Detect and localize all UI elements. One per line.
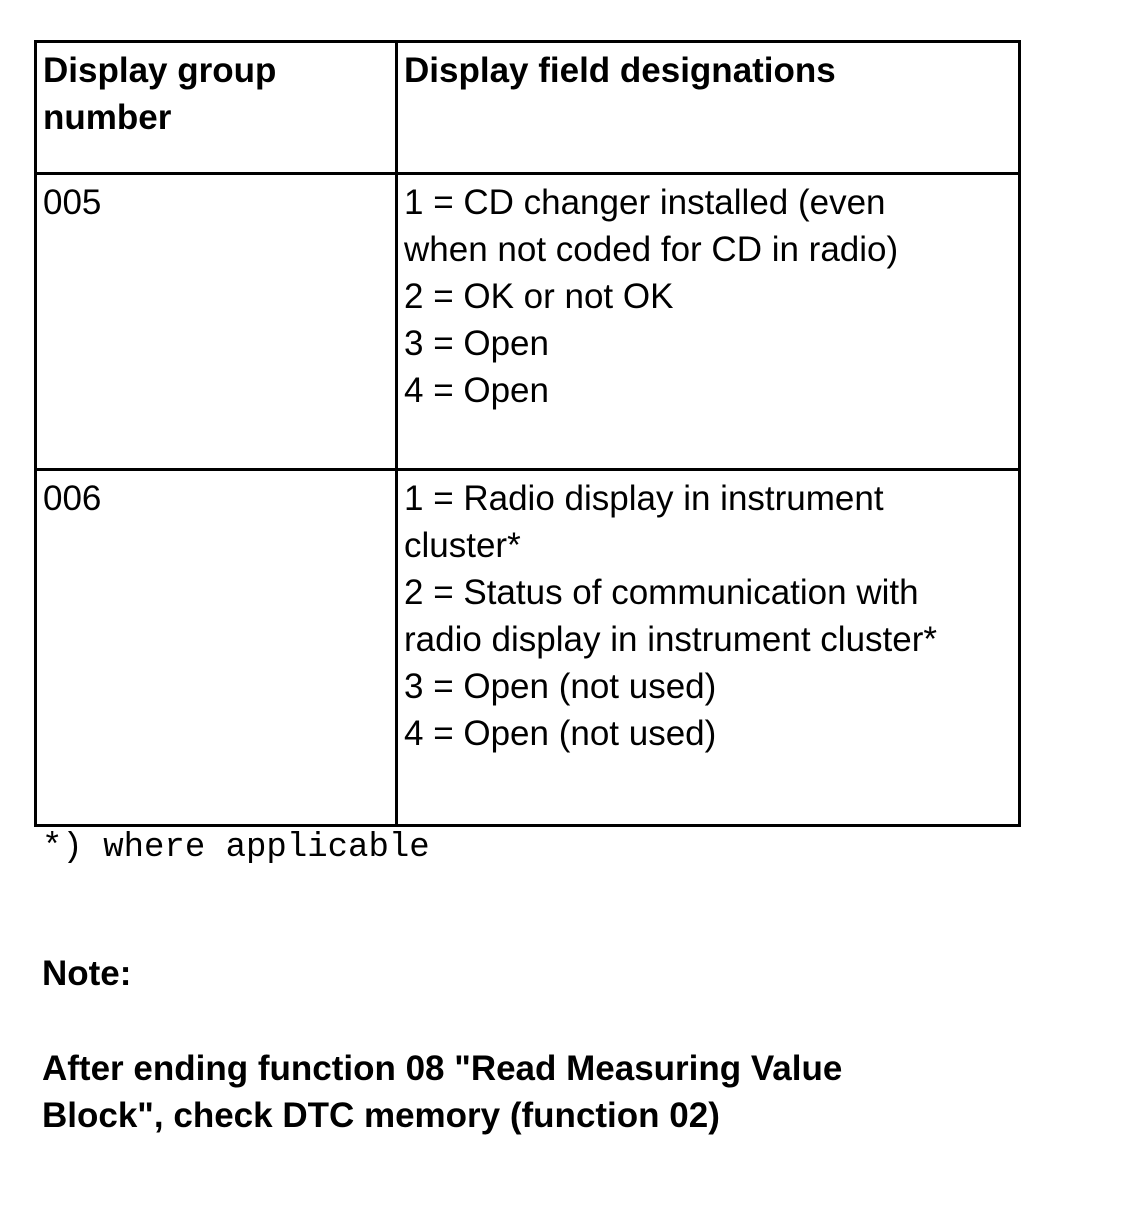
- table-row: [36, 174, 1020, 470]
- table-row: [36, 470, 1020, 826]
- header-display-group-number: [36, 42, 397, 174]
- designations-cell: [397, 470, 1020, 826]
- designations-cell: [397, 174, 1020, 470]
- designation-line: 2 = OK or not OK: [404, 277, 674, 316]
- footnote: *) where applicable: [42, 829, 430, 867]
- designation-line: 3 = Open (not used): [404, 667, 717, 706]
- group-number-cell: 006: [36, 470, 397, 826]
- designation-line: 3 = Open: [404, 324, 549, 363]
- designation-line: radio display in instrument cluster*: [404, 620, 938, 659]
- designation-line: 4 = Open (not used): [404, 714, 717, 753]
- note-line: After ending function 08 "Read Measuring Value: [42, 1049, 843, 1088]
- display-groups-table: [34, 40, 1021, 827]
- designation-line: 4 = Open: [404, 371, 549, 410]
- header-col1-line: number: [43, 98, 172, 137]
- group-number-cell: 005: [36, 174, 397, 470]
- designation-line: 1 = Radio display in instrument: [404, 479, 884, 518]
- designation-line: 1 = CD changer installed (even: [404, 183, 886, 222]
- note-line: Block", check DTC memory (function 02): [42, 1096, 720, 1135]
- designation-line: when not coded for CD in radio): [404, 230, 899, 269]
- designation-line: cluster*: [404, 526, 521, 565]
- designation-line: 2 = Status of communication with: [404, 573, 919, 612]
- table-header-row: [36, 42, 1020, 174]
- note-heading: Note:: [42, 954, 132, 993]
- header-display-field-designations: Display field designations: [397, 42, 1020, 174]
- header-col1-line: Display group: [43, 51, 277, 90]
- note-body: [42, 1045, 842, 1139]
